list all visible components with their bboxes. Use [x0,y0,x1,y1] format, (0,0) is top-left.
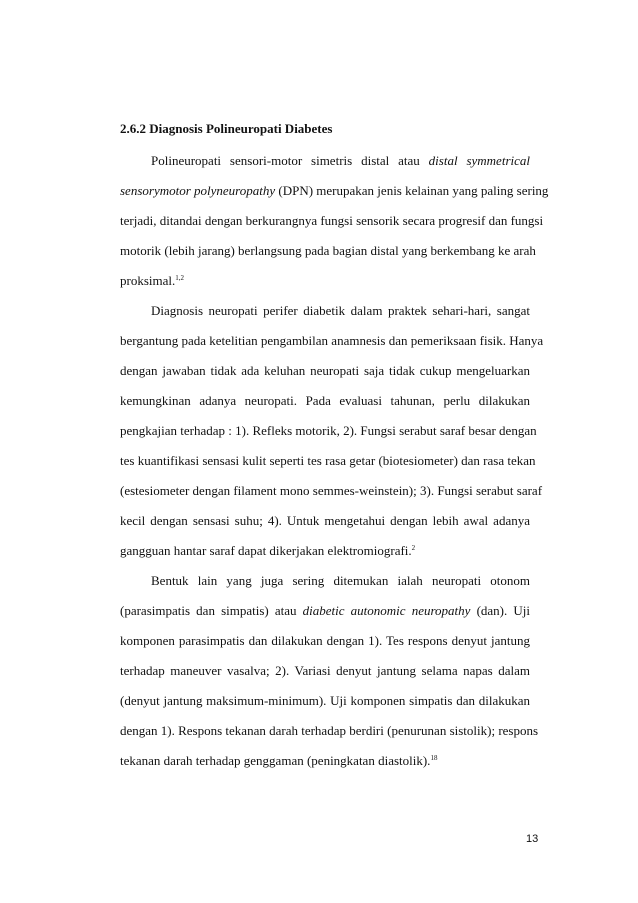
paragraph-3-line-5: (denyut jantung maksimum-minimum). Uji komponen simpatis dan dilakukan [120,693,530,708]
emphasis: diabetic autonomic neuropathy [302,603,471,618]
paragraph-1-line-4: motorik (lebih jarang) berlangsung pada bagian distal yang berkembang ke arah [120,243,536,258]
section-heading: 2.6.2 Diagnosis Polineuropati Diabetes [120,121,333,136]
paragraph-2-line-1: Diagnosis neuropati perifer diabetik dalam praktek sehari-hari, sangat [151,303,530,318]
text: Polineuropati sensori-motor simetris distal atau [151,153,420,168]
text: gangguan hantar saraf dapat dikerjakan elektromiografi. [120,543,412,558]
paragraph-3-line-6: dengan 1). Respons tekanan darah terhadap berdiri (penurunan sistolik); respons [120,723,539,738]
paragraph-2-line-6: tes kuantifikasi sensasi kulit seperti tes rasa getar (biotesiometer) dan rasa tekan [120,453,536,468]
paragraph-1-line-1 [151,153,530,169]
text: (dan). Uji [470,603,530,618]
text: proksimal. [120,273,176,288]
text: tekanan darah terhadap genggaman (peningkatan diastolik). [120,753,431,768]
paragraph-2-line-8: kecil dengan sensasi suhu; 4). Untuk mengetahui dengan lebih awal adanya [120,513,530,528]
paragraph-3-line-3: komponen parasimpatis dan dilakukan dengan 1). Tes respons denyut jantung [120,633,530,648]
paragraph-1-line-3: terjadi, ditandai dengan berkurangnya fungsi sensorik secara progresif dan fungsi [120,213,544,228]
paragraph-1-line-5 [120,273,530,289]
text: (DPN) merupakan jenis kelainan yang paling sering [275,183,549,198]
page-number: 13 [526,833,539,845]
paragraph-2-line-5: pengkajian terhadap : 1). Refleks motorik, 2). Fungsi serabut saraf besar dengan [120,423,537,438]
paragraph-2-line-4: kemungkinan adanya neuropati. Pada evaluasi tahunan, perlu dilakukan [120,393,530,408]
paragraph-2-line-9 [120,543,530,559]
paragraph-2-line-3: dengan jawaban tidak ada keluhan neuropati saja tidak cukup mengeluarkan [120,363,530,378]
paragraph-2-line-2: bergantung pada ketelitian pengambilan anamnesis dan pemeriksaan fisik. Hanya [120,333,544,348]
paragraph-3-line-2 [120,603,530,619]
paragraph-3-line-1: Bentuk lain yang juga sering ditemukan ialah neuropati otonom [151,573,530,588]
paragraph-1-line-2 [120,183,549,199]
citation: 1,2 [175,274,184,282]
citation: 2 [411,544,416,552]
citation: 18 [430,754,438,762]
emphasis: distal symmetrical [428,153,530,168]
text: (parasimpatis dan simpatis) atau [120,603,303,618]
paragraph-3-line-7 [120,753,530,769]
paragraph-3-line-4: terhadap maneuver vasalva; 2). Variasi denyut jantung selama napas dalam [120,663,530,678]
emphasis: sensorymotor polyneuropathy [120,183,276,198]
paragraph-2-line-7: (estesiometer dengan filament mono semmes-weinstein); 3). Fungsi serabut saraf [120,483,543,498]
